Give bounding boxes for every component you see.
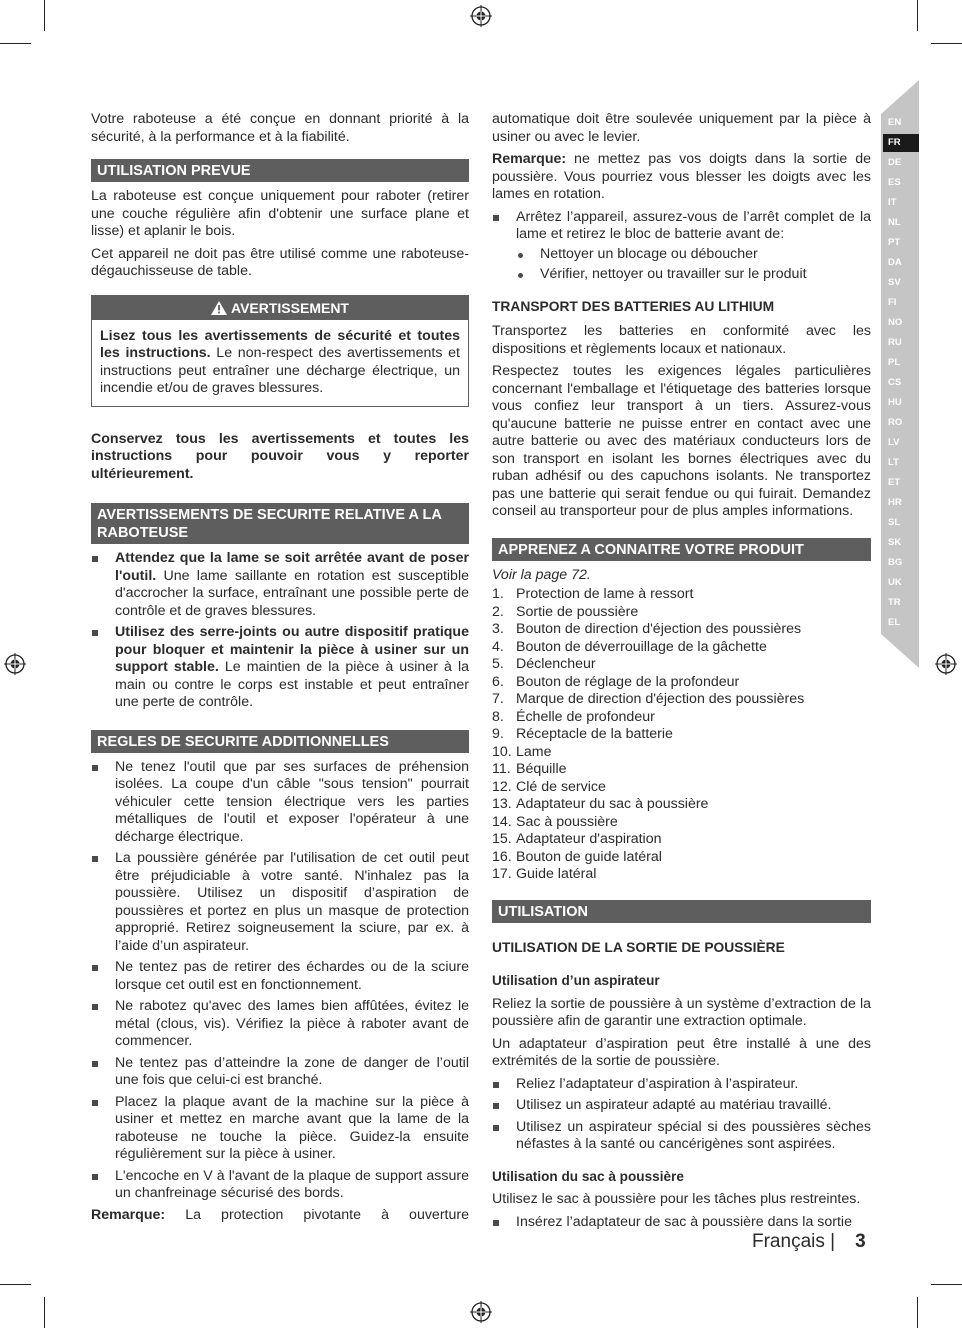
crop-mark xyxy=(44,0,45,31)
list-item: Ne tenez l'outil que par ses surfaces de préhension isolées. La coupe d'un câble "sous tension" pourrait véhiculer cette tension électrique vers les parties métalliques de l'outil et exposer l'opérateur à une décharge électrique. xyxy=(91,759,469,847)
remark-label: Remarque: xyxy=(492,151,567,167)
part-item xyxy=(492,621,871,639)
paragraph: Utilisez le sac à poussière pour les tâches plus restreintes. xyxy=(492,1191,861,1207)
list-item: Utilisez un aspirateur spécial si des poussières sèches néfastes à la santé ou cancérigènes sont aspirées. xyxy=(492,1119,871,1154)
part-label: Clé de service xyxy=(516,778,606,795)
language-tab-cs: CS xyxy=(883,374,919,392)
part-item xyxy=(492,691,871,709)
paragraph: automatique doit être soulevée uniquement par la pièce à usiner ou avec le levier. xyxy=(492,111,871,145)
list-item xyxy=(91,550,469,620)
crop-mark xyxy=(917,1297,918,1328)
language-tab-list xyxy=(883,114,919,634)
language-tab-de: DE xyxy=(883,154,919,172)
see-page: Voir la page 72. xyxy=(492,566,591,583)
part-label: Sac à poussière xyxy=(516,813,618,830)
paragraph: Un adaptateur d’aspiration peut être installé à une des extrémités de la sortie de poussière. xyxy=(492,1035,871,1069)
language-tab-ru: RU xyxy=(883,334,919,352)
language-tab-pl: PL xyxy=(883,354,919,372)
part-item xyxy=(492,604,871,622)
remark-text: La protection pivotante à ouverture xyxy=(165,1206,469,1223)
crop-mark xyxy=(917,0,918,31)
stop-list xyxy=(492,209,871,284)
crop-mark xyxy=(931,43,962,44)
parts-list xyxy=(492,586,871,884)
remark-label: Remarque: xyxy=(91,1206,166,1223)
transport-title: TRANSPORT DES BATTERIES AU LITHIUM xyxy=(492,298,775,314)
part-item xyxy=(492,796,871,814)
part-item xyxy=(492,586,871,604)
part-number: 13. xyxy=(492,796,512,812)
remark-text: ne mettez pas vos doigts dans la sortie de poussière. Vous pourriez vous blesser les doigts avec les lames en rotation. xyxy=(492,151,871,202)
language-tab-tr: TR xyxy=(883,594,919,612)
language-tab-bottom xyxy=(881,634,919,668)
vacuum-list xyxy=(492,1076,871,1154)
section-title-avertissements: AVERTISSEMENTS DE SECURITE RELATIVE A LA RABOTEUSE xyxy=(91,503,469,544)
crop-mark xyxy=(44,1297,45,1328)
remark xyxy=(492,151,871,204)
list-item: Reliez l’adaptateur d’aspiration à l’aspirateur. xyxy=(492,1076,871,1094)
part-number: 2. xyxy=(492,603,504,620)
paragraph: La raboteuse est conçue uniquement pour raboter (retirer une couche régulière afin d'obtenir une surface plane et lisse) et aplanir le bois. xyxy=(91,188,469,239)
list-item-bold: Attendez que la lame se soit arrêtée avant de poser l'outil. xyxy=(115,550,469,584)
warning-body xyxy=(92,320,468,406)
sub-list-item: Nettoyer un blocage ou déboucher xyxy=(492,246,871,264)
warning-text: Le non-respect des avertissements et instructions peut entraîner une décharge électrique, un incendie et/ou de graves blessures. xyxy=(100,345,460,396)
paragraph: Cet appareil ne doit pas être utilisé comme une raboteuse-dégauchisseuse de table. xyxy=(91,245,469,279)
part-number: 9. xyxy=(492,726,504,742)
warning-bold: Lisez tous les avertissements de sécurité et toutes les instructions. xyxy=(100,327,460,361)
part-number: 14. xyxy=(492,813,512,830)
part-number: 16. xyxy=(492,848,512,865)
part-label: Adaptateur du sac à poussière xyxy=(516,796,709,812)
part-number: 6. xyxy=(492,673,504,690)
language-tab-top xyxy=(881,80,919,114)
remark xyxy=(91,1207,469,1225)
list-item: Insérez l’adaptateur de sac à poussière dans la sortie xyxy=(492,1214,871,1232)
section-title-utilisation: UTILISATION xyxy=(492,900,871,923)
registration-mark-icon xyxy=(470,1301,492,1323)
part-item xyxy=(492,709,871,727)
language-tab-nl: NL xyxy=(883,214,919,232)
part-number: 5. xyxy=(492,656,504,672)
list-item: La poussière générée par l'utilisation de cet outil peut être préjudiciable à votre santé. N'inhalez pas la poussière. Utilisez un dispositif d’aspiration de poussières et portez en plus un masque de protection approprié. Retirez soigneusement la sciure, par ex. à l’aide d’un aspirateur. xyxy=(91,850,469,955)
section-title-apprenez: APPRENEZ A CONNAITRE VOTRE PRODUIT xyxy=(492,538,871,561)
part-item xyxy=(492,639,871,657)
part-item xyxy=(492,761,871,779)
part-label: Lame xyxy=(516,743,552,760)
page-footer xyxy=(752,1230,866,1254)
part-item xyxy=(492,674,871,692)
warning-header xyxy=(92,296,468,320)
part-number: 7. xyxy=(492,691,504,707)
part-label: Guide latéral xyxy=(516,866,597,882)
language-tab-et: ET xyxy=(883,474,919,492)
part-number: 11. xyxy=(492,761,511,777)
part-label: Protection de lame à ressort xyxy=(516,586,694,602)
warning-box xyxy=(91,295,469,407)
crop-mark xyxy=(0,43,31,44)
bag-title: Utilisation du sac à poussière xyxy=(492,1168,684,1184)
intro-text: Votre raboteuse a été conçue en donnant priorité à la sécurité, à la performance et à la fiabilité. xyxy=(91,111,469,145)
part-label: Bouton de direction d'éjection des poussières xyxy=(516,621,802,637)
part-item xyxy=(492,814,871,832)
part-item xyxy=(492,744,871,762)
additional-rules-list xyxy=(91,759,469,1203)
registration-mark-icon xyxy=(4,653,26,675)
list-item xyxy=(91,624,469,712)
list-item-text: Une lame saillante en rotation est susceptible d'accrocher la surface, entraînant une possible perte de contrôle et de graves blessures. xyxy=(115,567,469,619)
section-title-regles: REGLES DE SECURITE ADDITIONNELLES xyxy=(91,730,469,753)
registration-mark-icon xyxy=(470,5,492,27)
list-item: L'encoche en V à l'avant de la plaque de support assure un chanfreinage sécurisé des bords. xyxy=(91,1168,469,1203)
part-label: Déclencheur xyxy=(516,656,596,672)
language-tab-sk: SK xyxy=(883,534,919,552)
part-label: Réceptacle de la batterie xyxy=(516,726,673,742)
language-tab-uk: UK xyxy=(883,574,919,592)
subsection-title: UTILISATION DE LA SORTIE DE POUSSIÈRE xyxy=(492,939,785,955)
list-item xyxy=(492,209,871,284)
part-item xyxy=(492,831,871,849)
part-item xyxy=(492,849,871,867)
section-title-utilisation-prevue: UTILISATION PREVUE xyxy=(91,159,469,182)
list-item: Ne tentez pas de retirer des échardes ou de la sciure lorsque cet outil est en fonctionnement. xyxy=(91,959,469,994)
left-column xyxy=(91,111,469,1229)
list-item: Ne tentez pas d’atteindre la zone de danger de l’outil une fois que celui-ci est branché. xyxy=(91,1055,469,1090)
part-label: Bouton de guide latéral xyxy=(516,848,662,865)
footer-language: Français | xyxy=(752,1231,836,1252)
language-tab-da: DA xyxy=(883,254,919,272)
part-label: Marque de direction d'éjection des poussières xyxy=(516,691,805,707)
sub-list xyxy=(492,246,871,284)
part-number: 8. xyxy=(492,708,504,725)
language-tab-bg: BG xyxy=(883,554,919,572)
language-tab-pt: PT xyxy=(883,234,919,252)
warning-triangle-icon xyxy=(211,301,227,315)
part-label: Échelle de profondeur xyxy=(516,708,655,725)
right-column xyxy=(492,111,871,1235)
crop-mark xyxy=(931,1284,962,1285)
page-number: 3 xyxy=(855,1231,866,1252)
sub-list-item: Vérifier, nettoyer ou travailler sur le produit xyxy=(492,266,871,284)
list-item-text: Le maintien de la pièce à usiner à la main ou contre le corps est instable et peut entraîner une perte de contrôle. xyxy=(115,659,469,710)
part-number: 1. xyxy=(492,586,504,602)
vacuum-title: Utilisation d’un aspirateur xyxy=(492,973,660,988)
paragraph: Transportez les batteries en conformité avec les dispositions et règlements locaux et nationaux. xyxy=(492,323,871,357)
keep-instructions: Conservez tous les avertissements et toutes les instructions pour pouvoir vous y reporter ultérieurement. xyxy=(91,430,469,482)
list-item-bold: Utilisez des serre-joints ou autre dispositif pratique pour bloquer et maintenir la pièce à usiner sur un support stable. xyxy=(115,624,469,675)
list-item: Utilisez un aspirateur adapté au matériau travaillé. xyxy=(492,1097,871,1115)
part-label: Bouton de déverrouillage de la gâchette xyxy=(516,638,767,655)
part-item xyxy=(492,726,871,744)
bag-list xyxy=(492,1214,871,1232)
language-tab-sl: SL xyxy=(883,514,919,532)
language-tab-lt: LT xyxy=(883,454,919,472)
part-number: 3. xyxy=(492,621,504,637)
list-item-text: Arrêtez l’appareil, assurez-vous de l’arrêt complet de la lame et retirez le bloc de batterie avant de: xyxy=(516,208,871,242)
part-label: Bouton de réglage de la profondeur xyxy=(516,673,740,690)
language-tab-no: NO xyxy=(883,314,919,332)
warning-title: AVERTISSEMENT xyxy=(231,299,349,316)
part-label: Béquille xyxy=(516,761,567,777)
safety-list xyxy=(91,550,469,712)
part-number: 12. xyxy=(492,778,512,795)
part-item xyxy=(492,656,871,674)
language-tab-fr: FR xyxy=(883,134,919,152)
registration-mark-icon xyxy=(935,653,957,675)
part-number: 10. xyxy=(492,743,512,760)
language-tab-ro: RO xyxy=(883,414,919,432)
part-label: Sortie de poussière xyxy=(516,603,639,620)
part-number: 4. xyxy=(492,638,504,655)
part-number: 15. xyxy=(492,831,512,847)
language-tab-lv: LV xyxy=(883,434,919,452)
language-tab-el: EL xyxy=(883,614,919,632)
part-item xyxy=(492,866,871,884)
paragraph: Reliez la sortie de poussière à un système d’extraction de la poussière afin de garantir une extraction optimale. xyxy=(492,995,871,1029)
paragraph: Respectez toutes les exigences légales particulières concernant l'emballage et l'étiquetage des batteries lorsque vous confiez leur transport à un tiers. Assurez-vous qu'aucune batterie ne puisse entrer en contact avec une autre batterie ou avec des matériaux conducteurs lors de son transport en isolant les bornes électriques avec du ruban adhésif ou des capuchons isolants. Ne transportez pas une batterie qui serait fendue ou qui fuirait. Demandez conseil au transporteur pour de plus amples informations. xyxy=(492,363,871,519)
list-item: Placez la plaque avant de la machine sur la pièce à usiner et mettez en marche avant que la lame de la raboteuse ne touche la pièce. Guidez-la ensuite régulièrement sur la pièce à usiner. xyxy=(91,1094,469,1164)
language-tab-it: IT xyxy=(883,194,919,212)
language-tab-fi: FI xyxy=(883,294,919,312)
language-tab-hr: HR xyxy=(883,494,919,512)
language-tab-es: ES xyxy=(883,174,919,192)
part-label: Adaptateur d'aspiration xyxy=(516,831,662,847)
language-tab-en: EN xyxy=(883,114,919,132)
part-number: 17. xyxy=(492,866,512,882)
part-item xyxy=(492,779,871,797)
language-tab-hu: HU xyxy=(883,394,919,412)
language-tab-sv: SV xyxy=(883,274,919,292)
list-item: Ne rabotez qu'avec des lames bien affûtées, évitez le métal (clous, vis). Vérifiez la pièce à raboter avant de commencer. xyxy=(91,998,469,1051)
crop-mark xyxy=(0,1284,31,1285)
